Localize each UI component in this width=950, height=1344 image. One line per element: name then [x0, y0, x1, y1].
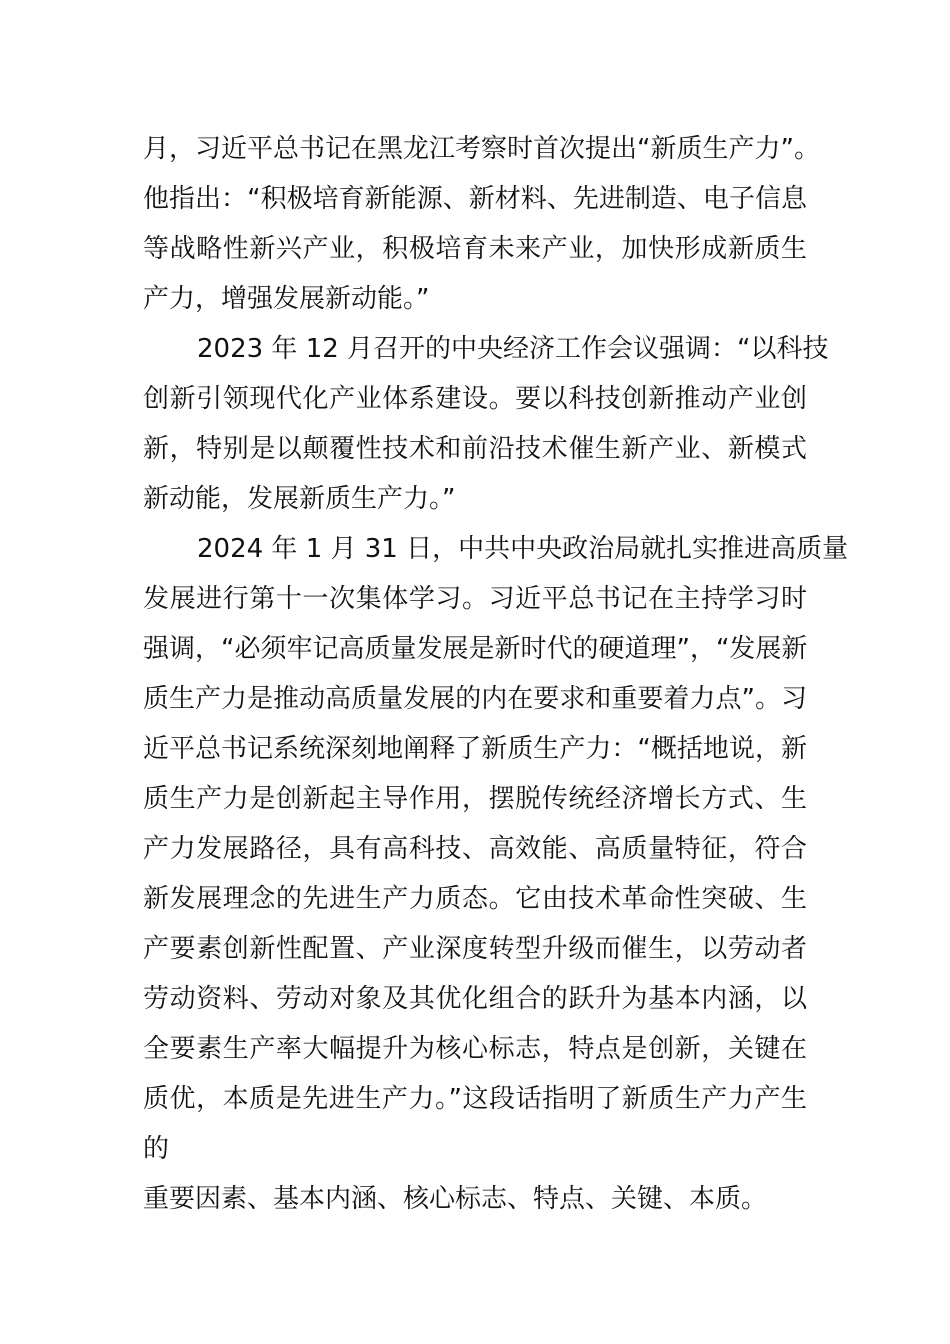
- paragraph-3-line-7: 产力发展路径，具有高科技、高效能、高质量特征，符合: [143, 834, 807, 864]
- paragraph-1-line-2: 他指出：“积极培育新能源、新材料、先进制造、电子信息: [143, 184, 807, 214]
- paragraph-3-line-2: 发展进行第十一次集体学习。习近平总书记在主持学习时: [143, 584, 807, 614]
- paragraph-2-line-3: 新，特别是以颠覆性技术和前沿技术催生新产业、新模式: [143, 434, 807, 464]
- paragraph-3-line-12: 质优，本质是先进生产力。”这段话指明了新质生产力产生: [143, 1084, 807, 1114]
- paragraph-2-line-1: 2023 年 12 月召开的中央经济工作会议强调：“以科技: [197, 334, 829, 364]
- paragraph-3-line-9: 产要素创新性配置、产业深度转型升级而催生，以劳动者: [143, 934, 807, 964]
- paragraph-3-line-10: 劳动资料、劳动对象及其优化组合的跃升为基本内涵，以: [143, 984, 807, 1014]
- paragraph-1-line-4: 产力，增强发展新动能。”: [143, 284, 430, 314]
- paragraph-3-line-14: 重要因素、基本内涵、核心标志、特点、关键、本质。: [143, 1184, 768, 1214]
- paragraph-2-line-4: 新动能，发展新质生产力。”: [143, 484, 456, 514]
- paragraph-3-line-13: 的: [143, 1134, 170, 1164]
- paragraph-3-line-11: 全要素生产率大幅提升为核心标志，特点是创新，关键在: [143, 1034, 807, 1064]
- paragraph-3-line-5: 近平总书记系统深刻地阐释了新质生产力：“概括地说，新: [143, 734, 807, 764]
- paragraph-2-line-2: 创新引领现代化产业体系建设。要以科技创新推动产业创: [143, 384, 807, 414]
- paragraph-3-line-1: 2024 年 1 月 31 日，中共中央政治局就扎实推进高质量: [197, 534, 849, 564]
- paragraph-1-line-3: 等战略性新兴产业，积极培育未来产业，加快形成新质生: [143, 234, 807, 264]
- paragraph-3-line-8: 新发展理念的先进生产力质态。它由技术革命性突破、生: [143, 884, 807, 914]
- paragraph-3-line-4: 质生产力是推动高质量发展的内在要求和重要着力点”。习: [143, 684, 807, 714]
- paragraph-3-line-3: 强调，“必须牢记高质量发展是新时代的硬道理”，“发展新: [143, 634, 808, 664]
- paragraph-1-line-1: 月，习近平总书记在黑龙江考察时首次提出“新质生产力”。: [143, 134, 820, 164]
- paragraph-3-line-6: 质生产力是创新起主导作用，摆脱传统经济增长方式、生: [143, 784, 807, 814]
- body-text: [143, 124, 849, 1224]
